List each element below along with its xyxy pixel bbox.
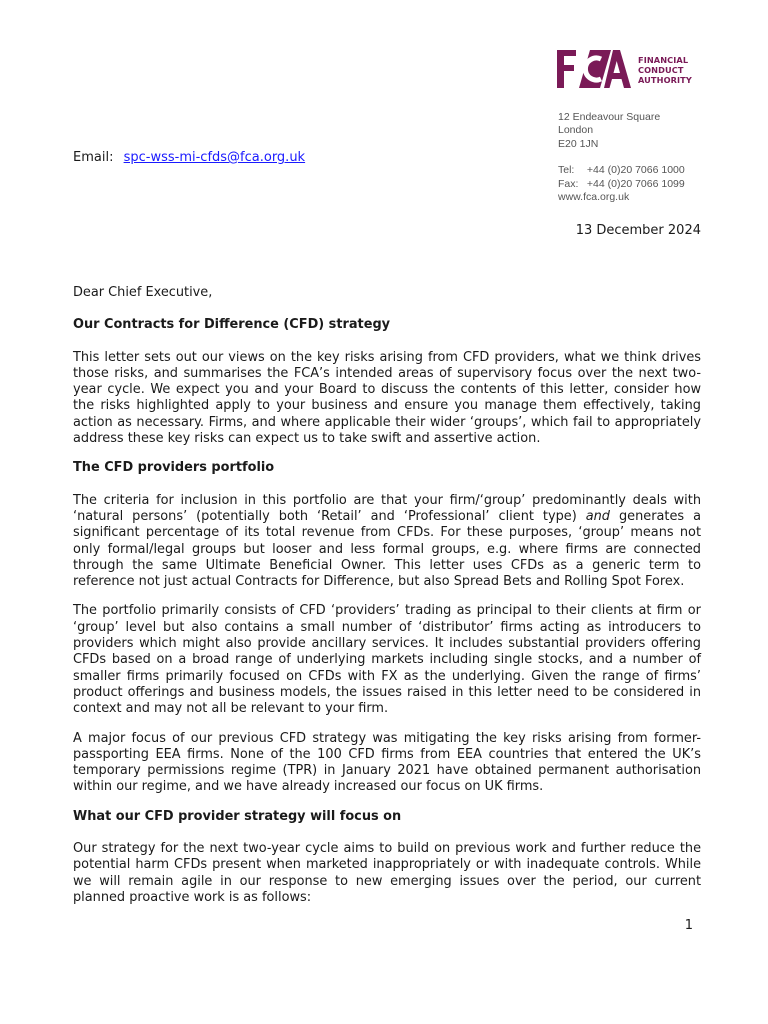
body-paragraph: The portfolio primarily consists of CFD ‘providers’ trading as principal to their clients at firm or ‘group’ level but also contains a small number of ‘distributor’ firms acting as introducers to providers which might also provide ancillary services. It includes substantial providers offering CFDs based on a broad range of underlying markets including single stocks, and a number of smaller firms primarily focused on CFDs with FX as the underlying. Given the range of firms’ product offerings and business models, the issues raised in this letter need to be considered in context and may not all be relevant to your firm. [73, 603, 701, 717]
logo-word: FINANCIAL [638, 55, 689, 65]
telephone-label: Tel: [558, 164, 575, 177]
logo-word: CONDUCT [638, 65, 684, 75]
email-link[interactable]: spc-wss-mi-cfds@fca.org.uk [123, 150, 306, 165]
address-street: 12 Endeavour Square [558, 111, 661, 123]
body-paragraph: This letter sets out our views on the key risks arising from CFD providers, what we think drives those risks, and summarises the FCA’s intended areas of supervisory focus over the next two-year cycle. We expect you and your Board to discuss the contents of this letter, consider how the risks highlighted apply to your business and ensure you manage them effectively, taking action as necessary. Firms, and where applicable their wider ‘groups’, which fail to appropriately address these key risks can expect us to take swift and assertive action. [73, 349, 701, 447]
logo-word: AUTHORITY [638, 75, 692, 85]
body-paragraph: A major focus of our previous CFD strategy was mitigating the key risks arising from former-passporting EEA firms. None of the 100 CFD firms from EEA countries that entered the UK’s temporary permissions regime (TPR) in January 2021 have obtained permanent authorisation within our regime, and we have already increased our focus on UK firms. [73, 730, 701, 795]
body-paragraph: Our strategy for the next two-year cycle aims to build on previous work and further reduce the potential harm CFDs present when marketed inappropriately or with inadequate controls. While we will remain agile in our response to new emerging issues over the period, our current planned proactive work is as follows: [73, 841, 701, 905]
letter-date: 13 December 2024 [575, 223, 701, 238]
salutation: Dear Chief Executive, [73, 285, 213, 300]
section-heading: The CFD providers portfolio [73, 460, 275, 476]
section-heading: Our Contracts for Difference (CFD) strategy [73, 317, 391, 333]
emphasis-text: and [585, 508, 610, 524]
telephone-number: +44 (0)20 7066 1000 [586, 164, 685, 177]
website-text: www.fca.org.uk [558, 191, 630, 204]
address-postcode: E20 1JN [558, 137, 599, 150]
address-block [558, 111, 685, 204]
letter-body [73, 285, 701, 919]
fca-logo-wordmark [638, 55, 692, 85]
address-city: London [558, 124, 594, 137]
page-number: 1 [684, 918, 693, 933]
body-paragraph [73, 493, 701, 591]
fax-number: +44 (0)20 7066 1099 [586, 177, 685, 190]
fax-label: Fax: [558, 177, 579, 190]
paragraph-text: The criteria for inclusion in this portfolio are that your firm/‘group’ predominantly deals with ‘natural persons’ (potentially both ‘Retail’ and ‘Professional’ client type) [73, 492, 701, 524]
fca-logo-mark-icon [557, 50, 631, 88]
fax-row [558, 178, 685, 191]
section-heading: What our CFD provider strategy will focus on [73, 808, 402, 824]
fca-logo [557, 50, 697, 90]
email-label: Email: [73, 150, 114, 165]
paragraph-text: generates a significant percentage of its total revenue from CFDs. For these purposes, ‘group’ means not only formal/legal groups but looser and less formal groups, e.g. where firms are connected through the same Ultimate Beneficial Owner. This letter uses CFDs as a generic term to reference not just actual Contracts for Difference, but also Spread Bets and Rolling Spot Forex. [73, 508, 701, 590]
email-line [73, 150, 305, 166]
telephone-row [558, 164, 685, 177]
